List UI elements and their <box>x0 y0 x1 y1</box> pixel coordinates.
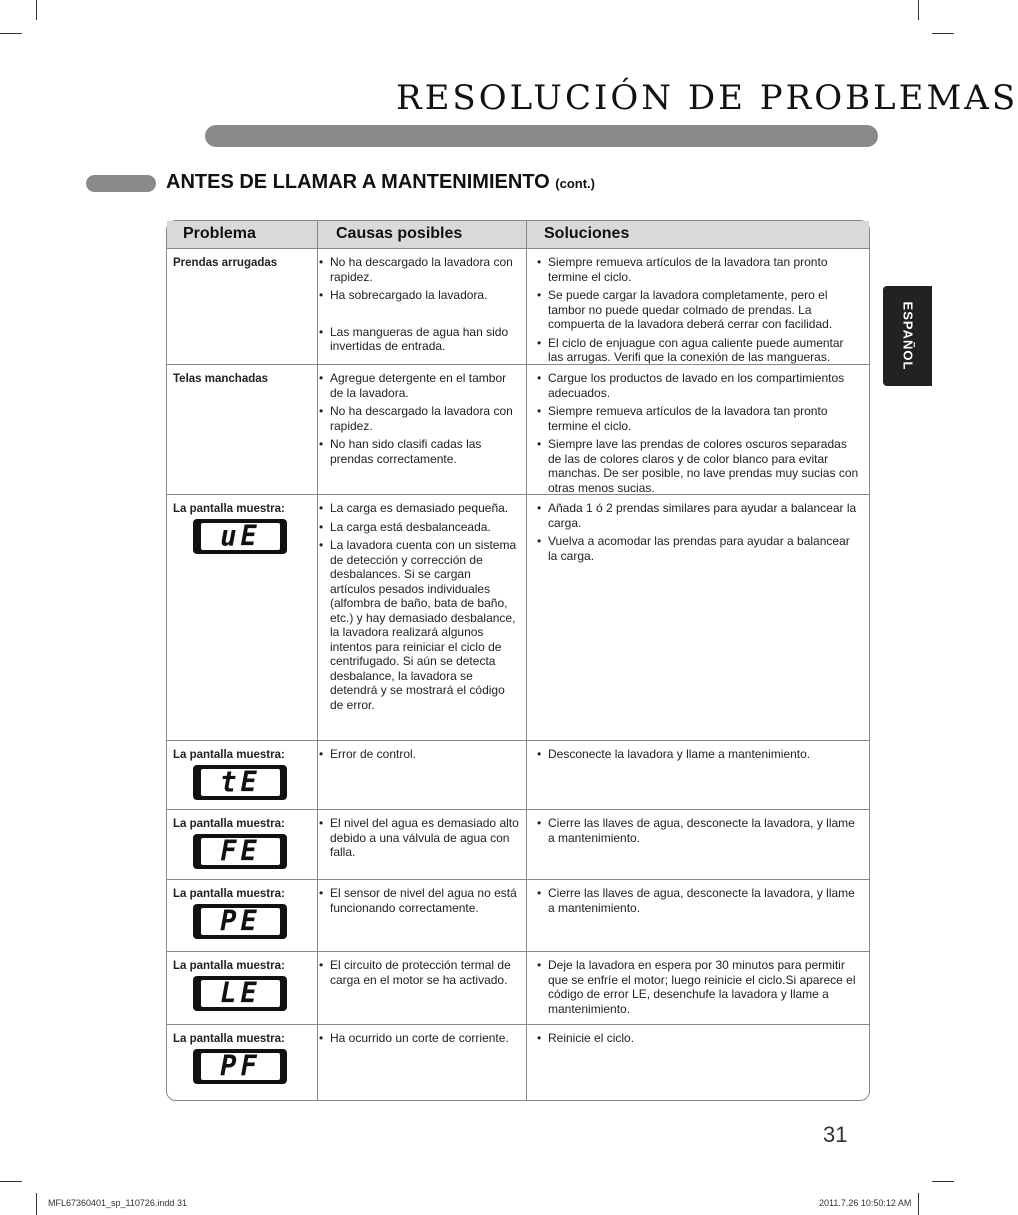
crop-mark <box>918 1193 919 1215</box>
solution-item: • Siempre remueva artículos de la lavadora tan pronto termine el ciclo. <box>537 255 862 284</box>
error-code: FE <box>220 835 261 868</box>
solutions-cell <box>537 255 862 369</box>
cause-item: • El nivel del agua es demasiado alto debido a una válvula de agua con falla. <box>319 816 519 860</box>
crop-mark <box>918 0 919 20</box>
table-row <box>167 952 869 1025</box>
page-number: 31 <box>823 1122 848 1147</box>
cause-item: • Agregue detergente en el tambor de la lavadora. <box>319 371 519 400</box>
display-icon <box>193 834 287 869</box>
section-heading <box>166 171 595 194</box>
crop-mark <box>0 33 22 34</box>
section-pill <box>86 175 156 192</box>
causes-cell <box>319 958 519 991</box>
problem-cell: Telas manchadas <box>173 373 269 385</box>
display-icon <box>193 904 287 939</box>
problem-cell: Prendas arrugadas <box>173 257 278 269</box>
language-tab-label: ESPAÑOL <box>900 301 915 371</box>
problem-cell: La pantalla muestra: <box>173 888 285 900</box>
error-code: PF <box>220 1050 261 1083</box>
display-icon <box>193 519 287 554</box>
solutions-cell <box>537 886 862 919</box>
cause-item: • Ha ocurrido un corte de corriente. <box>319 1031 519 1046</box>
language-tab <box>883 286 932 386</box>
causes-cell <box>319 886 519 919</box>
footer-file: MFL67360401_sp_110726.indd 31 <box>48 1198 187 1208</box>
problem-cell: La pantalla muestra: <box>173 503 285 515</box>
cause-item: • El circuito de protección termal de carga en el motor se ha activado. <box>319 958 519 987</box>
crop-mark <box>36 0 37 20</box>
causes-cell <box>319 747 519 766</box>
solution-item: • Vuelva a acomodar las prendas para ayudar a balancear la carga. <box>537 534 862 563</box>
cause-item: • Ha sobrecargado la lavadora. <box>319 288 519 303</box>
solutions-cell <box>537 501 862 567</box>
solution-item: • Cierre las llaves de agua, desconecte la lavadora, y llame a mantenimiento. <box>537 816 862 845</box>
error-code: uE <box>220 520 261 553</box>
display-icon <box>193 765 287 800</box>
problem-cell: La pantalla muestra: <box>173 1033 285 1045</box>
error-code: PE <box>220 905 261 938</box>
error-code: tE <box>220 766 261 799</box>
causes-cell <box>319 1031 519 1050</box>
cause-item: • No ha descargado la lavadora con rapidez. <box>319 255 519 284</box>
solution-item: • Cargue los productos de lavado en los compartimientos adecuados. <box>537 371 862 400</box>
problem-cell: La pantalla muestra: <box>173 749 285 761</box>
cause-item: • El sensor de nivel del agua no está funcionando correctamente. <box>319 886 519 915</box>
title-bar <box>205 125 878 147</box>
column-header-problema: Problema <box>183 225 256 242</box>
solutions-cell <box>537 371 862 499</box>
table-row <box>167 810 869 880</box>
crop-mark <box>0 1181 22 1182</box>
solution-item: • Siempre lave las prendas de colores oscuros separadas de las de colores claros y de color blanco para evitar manchas. De ser posible, no lave prendas muy sucias con otras menos sucias. <box>537 437 862 495</box>
column-header-causas: Causas posibles <box>336 225 463 242</box>
table-row <box>167 495 869 741</box>
causes-cell <box>319 501 519 716</box>
solutions-cell <box>537 747 862 766</box>
cause-item: • No ha descargado la lavadora con rapidez. <box>319 404 519 433</box>
table-row <box>167 741 869 810</box>
solutions-cell <box>537 958 862 1020</box>
causes-cell <box>319 255 519 358</box>
solution-item: • Añada 1 ó 2 prendas similares para ayudar a balancear la carga. <box>537 501 862 530</box>
crop-mark <box>36 1193 37 1215</box>
display-icon <box>193 1049 287 1084</box>
table-row <box>167 1025 869 1102</box>
table-row <box>167 249 869 365</box>
table-row <box>167 365 869 495</box>
cause-item: • No han sido clasifi cadas las prendas correctamente. <box>319 437 519 466</box>
solution-item: • El ciclo de enjuague con agua caliente puede aumentar las arrugas. Verifi que la conexión de las mangueras. <box>537 336 862 365</box>
footer-date: 2011.7.26 10:50:12 AM <box>819 1198 912 1208</box>
solution-item: • Cierre las llaves de agua, desconecte la lavadora, y llame a mantenimiento. <box>537 886 862 915</box>
troubleshooting-table <box>166 220 870 1101</box>
cause-item: • Error de control. <box>319 747 519 762</box>
page-title: RESOLUCIÓN DE PROBLEMAS <box>396 78 1018 118</box>
problem-cell: La pantalla muestra: <box>173 960 285 972</box>
crop-mark <box>932 1181 954 1182</box>
solutions-cell <box>537 816 862 849</box>
table-header <box>167 221 869 249</box>
section-heading-cont: (cont.) <box>555 176 595 191</box>
crop-mark <box>932 33 954 34</box>
cause-item: • La carga es demasiado pequeña. <box>319 501 519 516</box>
solutions-cell <box>537 1031 862 1050</box>
causes-cell <box>319 371 519 470</box>
causes-cell <box>319 816 519 864</box>
solution-item: • Se puede cargar la lavadora completamente, pero el tambor no puede quedar colmado de prendas. La compuerta de la lavadora deberá cerrar con facilidad. <box>537 288 862 332</box>
problem-cell: La pantalla muestra: <box>173 818 285 830</box>
table-row <box>167 880 869 952</box>
section-heading-text: ANTES DE LLAMAR A MANTENIMIENTO <box>166 171 550 193</box>
cause-item: • La lavadora cuenta con un sistema de detección y corrección de desbalances. Si se cargan artículos pesados individuales (alfombra de baño, bata de baño, etc.) y hay demasiado desbalance, la lavadora realizará algunos intentos para reiniciar el ciclo de centrifugado. Si aún se detecta desbalance, la lavadora se detendrá y se mostrará el código de error. <box>319 538 519 712</box>
solution-item: • Siempre remueva artículos de la lavadora tan pronto termine el ciclo. <box>537 404 862 433</box>
solution-item: • Desconecte la lavadora y llame a mantenimiento. <box>537 747 862 762</box>
column-header-soluciones: Soluciones <box>544 225 630 242</box>
cause-item: • Las mangueras de agua han sido invertidas de entrada. <box>319 325 519 354</box>
cause-item: • La carga está desbalanceada. <box>319 520 519 535</box>
solution-item: • Deje la lavadora en espera por 30 minutos para permitir que se enfríe el motor; luego reinicie el ciclo.Si aparece el código de error LE, desenchufe la lavadora y llame a mantenimiento. <box>537 958 862 1016</box>
error-code: LE <box>220 977 261 1010</box>
display-icon <box>193 976 287 1011</box>
solution-item: • Reinicie el ciclo. <box>537 1031 862 1046</box>
